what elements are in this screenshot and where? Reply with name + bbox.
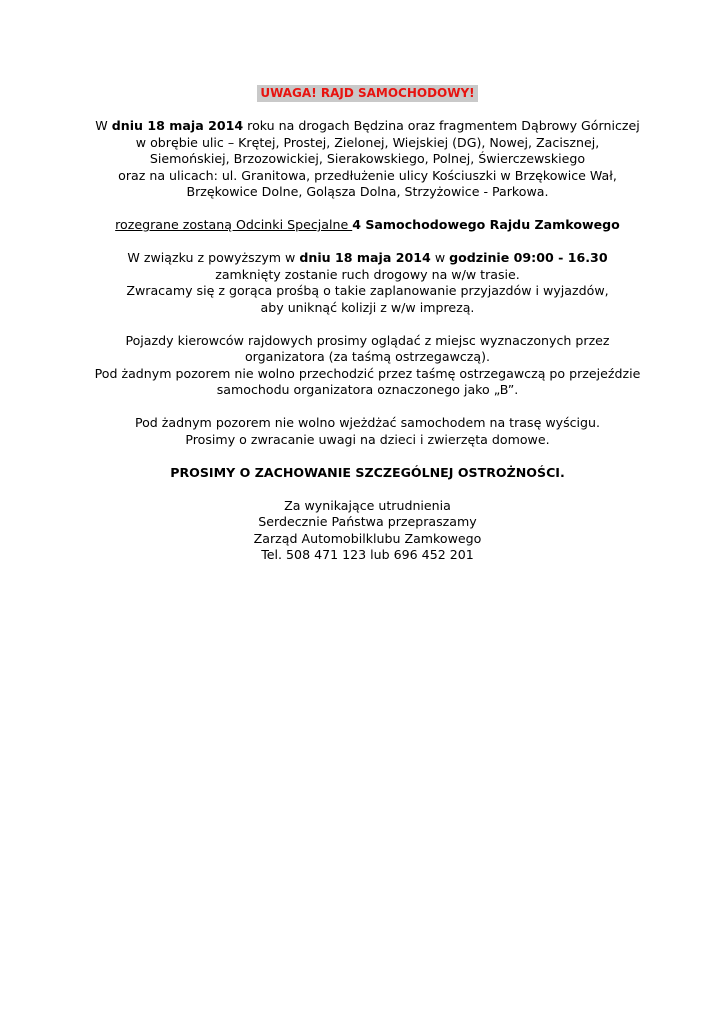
rally-name: 4 Samochodowego Rajdu Zamkowego [352,217,620,232]
notice-document [60,85,675,564]
closure-line-3: Zwracamy się z gorąca prośbą o takie zaplanowanie przyjazdów i wyjazdów, [126,283,609,298]
event-date: dniu 18 maja 2014 [111,118,244,133]
caution-line [60,465,675,482]
closure-date: dniu 18 maja 2014 [299,250,431,265]
spacer [60,201,675,218]
closure-line-1 [60,250,675,267]
route-line-1 [60,118,675,135]
closure-line-2: zamknięty zostanie ruch drogowy na w/w trasie. [215,266,520,282]
spectators-line-1: Pojazdy kierowców rajdowych prosimy oglądać z miejsc wyznaczonych przez [125,332,610,348]
spacer [60,399,675,416]
closure-text: W związku z powyższym w [127,250,300,265]
spectators-line-4: samochodu organizatora oznaczonego jako „B”. [216,382,519,397]
title-line [60,85,675,102]
route-text: roku na drogach Będzina oraz fragmentem Dąbrowy Górniczej [243,118,640,133]
route-paragraph [60,118,675,201]
route-line-4: oraz na ulicach: ul. Granitowa, przedłużenie ulicy Kościuszki w Brzękowice Wał, [118,167,617,183]
notice-title: UWAGA! RAJD SAMOCHODOWY! [257,85,477,102]
special-stages-text: rozegrane zostaną Odcinki Specjalne [115,217,353,232]
safety-line-2: Prosimy o zwracanie uwagi na dzieci i zwierzęta domowe. [185,431,550,447]
route-line-3: Siemońskiej, Brzozowickiej, Sierakowskiego, Polnej, Świerczewskiego [149,151,586,166]
contact-phone: Tel. 508 471 123 lub 696 452 201 [261,547,474,562]
closure-line-4: aby uniknąć kolizji z w/w imprezą. [260,299,475,315]
route-line-2: w obrębie ulic – Krętej, Prostej, Zielonej, Wiejskiej (DG), Nowej, Zacisznej, [135,134,600,150]
spectators-paragraph [60,333,675,399]
closing-line-2: Serdecznie Państwa przepraszamy [258,514,477,529]
spacer [60,102,675,119]
spacer [60,448,675,465]
route-text: W [95,118,112,133]
closing-line-3: Zarząd Automobilklubu Zamkowego [253,530,482,546]
closing-line-1: Za wynikające utrudnienia [284,497,451,513]
closure-text: w [430,250,450,265]
closure-paragraph [60,250,675,316]
spacer [60,316,675,333]
special-stages-line [60,217,675,234]
route-line-5: Brzękowice Dolne, Goląsza Dolna, Strzyżowice - Parkowa. [186,184,549,199]
spacer [60,481,675,498]
safety-line-1: Pod żadnym pozorem nie wolno wjeżdżać samochodem na trasę wyścigu. [134,415,601,430]
spectators-line-2: organizatora (za taśmą ostrzegawczą). [244,349,491,364]
closure-hours: godzinie 09:00 - 16.30 [449,250,608,265]
caution-text: PROSIMY O ZACHOWANIE SZCZEGÓLNEJ OSTROŻNOŚCI. [170,464,565,480]
spectators-line-3: Pod żadnym pozorem nie wolno przechodzić przez taśmę ostrzegawczą po przejeździe [94,365,641,381]
spacer [60,234,675,251]
safety-paragraph [60,415,675,448]
closing-paragraph [60,498,675,564]
